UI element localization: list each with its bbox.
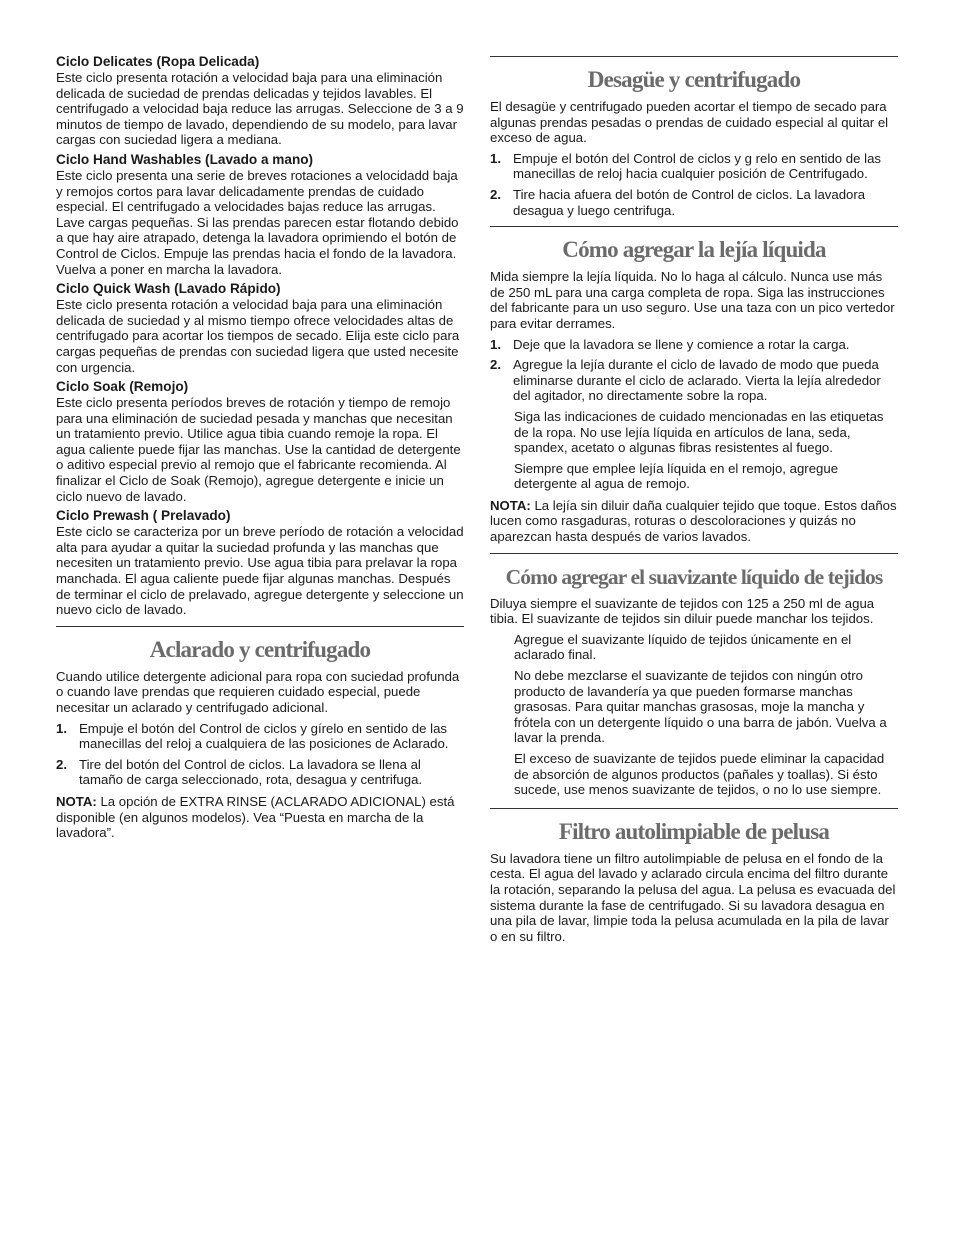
softener-heading: Cómo agregar el suavizante líquido de tejidos [505, 564, 883, 589]
filter-text: Su lavadora tiene un filtro autolimpiable de pelusa en el fondo de la cesta. El agua del lavado y aclarado circula encima del filtro durante la rotación, separando la pelusa del agua. La pelusa es evacuada del sistema durante la fase de centrifugado. Si su lavadora desagua en una pila de lavar, limpie toda la pelusa acumulada en la pila de lavar o en su filtro. [490, 850, 896, 944]
step-number: 1. [490, 336, 501, 352]
cycle-text: Este ciclo presenta rotación a velocidad baja para una eliminación delicada de suciedad de prendas delicadas y tejidos lavables. El centrifugado a velocidad baja reduce las arrugas. Seleccione de 3 a 9 minutos de tiempo de lavado, dependiendo de su modelo, para lavar cargas con suciedad ligera a mediana. [56, 70, 464, 148]
drain-step [490, 187, 898, 218]
drain-heading: Desagüe y centrifugado [587, 67, 801, 92]
rinse-note [56, 794, 464, 841]
cycle-text: Este ciclo presenta una serie de breves rotaciones a velocidadd baja y remojos cortos para lavar delicadamente prendas de cuidado especial. El centrifugado a velocidades bajas reduce las arrugas. Lave cargas pequeñas. Si las prendas parecen estar flotando debido a que hay aire atrapado, detenga la lavadora oprimiendo el botón de Control de Ciclos. Empuje las prendas hacia el fondo de la lavadora. Vuelva a poner en marcha la lavadora. [56, 167, 459, 277]
filter-heading: Filtro autolimpiable de pelusa [558, 818, 830, 844]
cycle-title: Ciclo Hand Washables (Lavado a mano) [56, 151, 314, 167]
step-number: 2. [56, 756, 67, 772]
step-text: Tire del botón del Control de ciclos. La lavadora se llena al tamaño de carga seleccionado, rota, desagua y centrifuga. [79, 756, 423, 788]
cycle-text: Este ciclo se caracteriza por un breve período de rotación a velocidad alta para ayudar a quitar la suciedad profunda y las manchas que necesiten un tratamiento previo. Use agua tibia para prelavar la ropa manchada. El agua caliente puede fijar algunas manchas. Después de terminar el ciclo de prelavado, agregue detergente y seleccione un nuevo ciclo de lavado. [56, 524, 464, 618]
bleach-note [490, 498, 898, 545]
step-number: 1. [56, 720, 67, 736]
cycle-text: Este ciclo presenta períodos breves de rotación y tiempo de remojo para una eliminación de suciedad pesada y manchas que necesitan un tratamiento previo. Utilice agua tibia cuando remoje la ropa. El agua caliente puede fijar las manchas. Use la cantidad de detergente o aditivo especial previo al remojo que el fabricante recomienda. Al finalizar el Ciclo de Soak (Remojo), agregue detergente e inicie un ciclo nuevo de lavado. [56, 395, 461, 504]
step-text: Tire hacia afuera del botón de Control de ciclos. La lavadora desagua y luego centrifuga. [513, 186, 866, 218]
cycle-title: Ciclo Quick Wash (Lavado Rápido) [56, 281, 281, 297]
note-text: La lejía sin diluir daña cualquier tejido que toque. Estos daños lucen como rasgaduras, roturas o descoloraciones y quizás no aparezcan hasta después de varios lavados. [490, 497, 897, 545]
rinse-step [56, 721, 464, 752]
step-text: Empuje el botón del Control de ciclos y gírelo en sentido de las manecillas del reloj a cualquiera de las posiciones de Aclarado. [79, 720, 449, 752]
cycle-text: Este ciclo presenta rotación a velocidad baja para una eliminación delicada de suciedad y al mismo tiempo ofrece velocidades altas de centrifugado para acortar los tiempos de secado. Elija este ciclo para cargas pequeñas de prendas con suciedad ligera que usted necesite con urgencia. [56, 297, 460, 375]
section-divider [490, 56, 898, 57]
note-label: NOTA: [490, 497, 531, 513]
rinse-heading: Aclarado y centrifugado [149, 636, 371, 662]
softener-item: Agregue el suavizante líquido de tejidos únicamente en el aclarado final. [514, 631, 852, 663]
right-column [490, 56, 898, 944]
section-divider [490, 226, 898, 227]
bleach-step [490, 337, 898, 353]
cycle-title: Ciclo Delicates (Ropa Delicada) [56, 54, 260, 69]
cycle-title: Ciclo Soak (Remojo) [56, 379, 189, 395]
drain-intro: El desagüe y centrifugado pueden acortar el tiempo de secado para algunas prendas pesadas o prendas de cuidado especial al quitar el exceso de agua. [490, 99, 889, 146]
step-number: 1. [490, 150, 501, 166]
step-number: 2. [490, 357, 501, 373]
bleach-step [490, 357, 898, 404]
rinse-step [56, 757, 464, 788]
softener-item: No debe mezclarse el suavizante de tejidos con ningún otro producto de lavandería ya que pueden formarse manchas grasosas. Para quitar manchas grasosas, moje la mancha y frótela con un detergente líquido o una barra de jabón. Vuelva a lavar la prenda. [514, 668, 887, 746]
note-label: NOTA: [56, 793, 97, 809]
softener-item: El exceso de suavizante de tejidos puede eliminar la capacidad de absorción de algunos productos (pañales y toallas). Si ésto sucede, use menos suavizante de tejidos, o no lo use siempre. [514, 751, 885, 798]
step-number: 2. [490, 186, 501, 202]
bleach-heading: Cómo agregar la lejía líquida [562, 237, 826, 263]
step-text: Agregue la lejía durante el ciclo de lavado de modo que pueda eliminarse durante el ciclo de aclarado. Vierta la lejía alrededor del agitador, no directamente sobre la ropa. [513, 357, 881, 404]
cycle-title: Ciclo Prewash ( Prelavado) [56, 508, 231, 524]
rinse-intro: Cuando utilice detergente adicional para ropa con suciedad profunda o cuando lave prendas que requieren cuidado especial, puede necesitar un aclarado y centrifugado adicional. [56, 668, 460, 715]
note-text: La opción de EXTRA RINSE (ACLARADO ADICIONAL) está disponible (en algunos modelos). Vea “Puesta en marcha de la lavadora”. [56, 793, 455, 841]
bleach-extra: Siempre que emplee lejía líquida en el remojo, agregue detergente al agua de remojo. [514, 460, 839, 492]
bleach-extra: Siga las indicaciones de cuidado mencionadas en las etiquetas de la ropa. No use lejía líquida en artículos de lana, seda, spandex, acetato o algunas fibras resistentes al fuego. [514, 408, 884, 456]
left-column [56, 50, 464, 841]
section-divider [490, 808, 898, 809]
section-divider [490, 553, 898, 554]
bleach-intro: Mida siempre la lejía líquida. No lo haga al cálculo. Nunca use más de 250 mL para una carga completa de ropa. Siga las instrucciones del fabricante para un uso seguro. Use una taza con un pico vertedor para evitar derrames. [490, 269, 895, 331]
softener-intro: Diluya siempre el suavizante de tejidos con 125 a 250 ml de agua tibia. El suavizante de tejidos sin diluir puede manchar los tejidos. [490, 595, 875, 627]
drain-step [490, 151, 898, 182]
step-text: Empuje el botón del Control de ciclos y g relo en sentido de las manecillas de reloj hacia cualquier posición de Centrifugado. [513, 150, 882, 182]
step-text: Deje que la lavadora se llene y comience a rotar la carga. [513, 336, 850, 352]
section-divider [56, 626, 464, 627]
